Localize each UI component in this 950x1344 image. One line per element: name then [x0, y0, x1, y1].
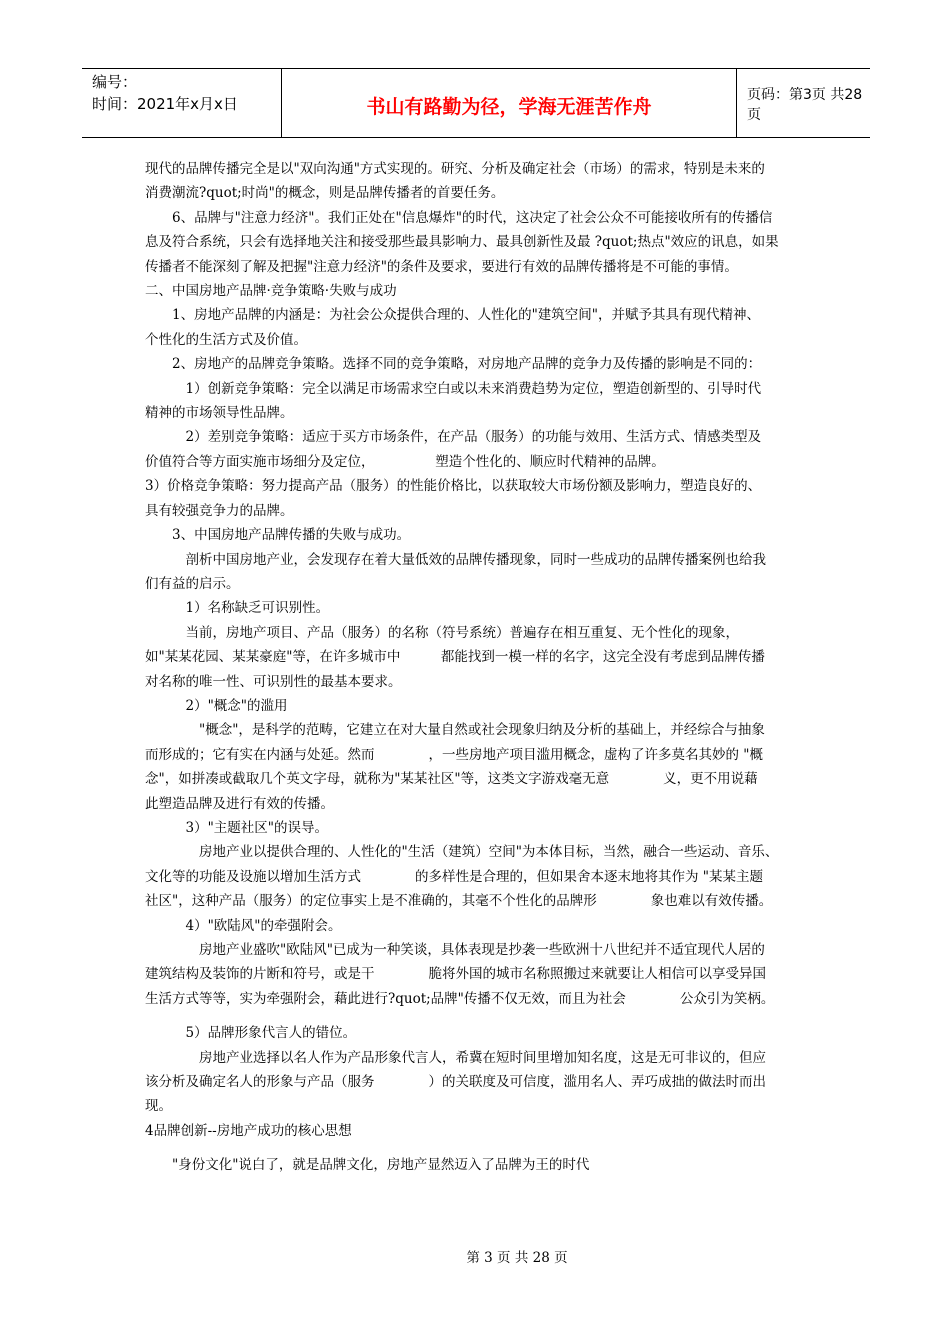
body-line: 房地产业盛吹"欧陆风"已成为一种笑谈，具体表现是抄袭一些欧洲十八世纪并不适宜现代人居的 [145, 942, 765, 958]
body-line: 2、房地产的品牌竞争策略。选择不同的竞争策略，对房地产品牌的竞争力及传播的影响是不同的： [145, 356, 762, 373]
body-line: "概念"，是科学的范畴，它建立在对大量自然或社会现象归纳及分析的基础上，并经综合与抽象 [145, 722, 765, 739]
body-line: 个性化的生活方式及价值。 [145, 331, 307, 348]
body-line: "身份文化"说白了，就是品牌文化，房地产显然迈入了品牌为王的时代 [145, 1157, 590, 1174]
body-line: 1）创新竞争策略：完全以满足市场需求空白或以未来消费趋势为定位，塑造创新型的、引导时代 [145, 380, 762, 397]
header-page-info: 页码：第3页 共28页 [747, 87, 863, 123]
body-line: 消费潮流?quot;时尚"的概念，则是品牌传播者的首要任务。 [145, 185, 505, 202]
body-line: 们有益的启示。 [145, 575, 240, 592]
body-line: 2）差别竞争策略：适应于买方市场条件，在产品（服务）的功能与效用、生活方式、情感类型及 [145, 429, 762, 446]
page-header [82, 68, 870, 138]
number-label: 编号： [92, 73, 138, 91]
time-label: 时间：2021年x月x日 [92, 95, 238, 113]
body-line: 房地产业选择以名人作为产品形象代言人，希冀在短时间里增加知名度，这是无可非议的，但应 [145, 1049, 766, 1066]
body-line: 精神的市场领导性品牌。 [145, 405, 294, 422]
body-line: 社区"，这种产品（服务）的定位事实上是不准确的，其毫不个性化的品牌形 象也难以有效传播。 [145, 893, 773, 910]
body-line: 文化等的功能及设施以增加生活方式 的多样性是合理的，但如果舍本逐末地将其作为 "某某主题 [145, 868, 763, 885]
header-meta [82, 69, 282, 137]
page-footer: 第 3 页 共 28 页 [466, 1250, 568, 1266]
body-line: 如"某某花园、某某豪庭"等，在许多城市中 都能找到一模一样的名字，这完全没有考虑到品牌传播 [145, 649, 765, 666]
body-line: 5）品牌形象代言人的错位。 [145, 1025, 357, 1042]
body-line: 4品牌创新--房地产成功的核心思想 [145, 1122, 352, 1139]
document-body [145, 157, 817, 1178]
body-line: 此塑造品牌及进行有效的传播。 [145, 795, 334, 812]
body-line: 6、品牌与"注意力经济"。我们正处在"信息爆炸"的时代，这决定了社会公众不可能接收所有的传播信 [145, 209, 773, 226]
body-line: 具有较强竞争力的品牌。 [145, 502, 294, 519]
body-line: 对名称的唯一性、可识别性的最基本要求。 [145, 673, 402, 690]
body-line: 传播者不能深刻了解及把握"注意力经济"的条件及要求，要进行有效的品牌传播将是不可能的事情。 [145, 258, 738, 275]
body-line: 剖析中国房地产业，会发现存在着大量低效的品牌传播现象，同时一些成功的品牌传播案例也给我 [145, 551, 766, 568]
body-line: 4）"欧陆风"的牵强附会。 [145, 917, 342, 934]
body-line: 当前，房地产项目、产品（服务）的名称（符号系统）普遍存在相互重复、无个性化的现象， [145, 624, 739, 641]
body-line: 3）价格竞争策略：努力提高产品（服务）的性能价格比，以获取较大市场份额及影响力，塑造良好的、 [145, 478, 762, 495]
body-line: 生活方式等等，实为牵强附会，藉此进行?quot;品牌"传播不仅无效，而且为社会 公众引为笑柄。 [145, 990, 775, 1007]
body-line: 房地产业以提供合理的、人性化的"生活（建筑）空间"为本体目标，当然，融合一些运动、音乐、 [145, 844, 779, 861]
body-line: 2）"概念"的滥用 [145, 697, 288, 714]
body-line: 3、中国房地产品牌传播的失败与成功。 [145, 527, 411, 544]
body-line: 现。 [145, 1098, 172, 1115]
body-line: 3）"主题社区"的误导。 [145, 819, 329, 836]
body-line: 价值符合等方面实施市场细分及定位， 塑造个性化的、顺应时代精神的品牌。 [145, 453, 665, 470]
body-line [145, 1143, 817, 1153]
body-line [145, 1011, 817, 1021]
body-line: 1）名称缺乏可识别性。 [145, 600, 330, 617]
body-line: 而形成的；它有实在内涵与处延。然而 ，一些房地产项目滥用概念，虚构了许多莫名其妙的 "概 [145, 746, 763, 763]
body-line: 建筑结构及装饰的片断和符号，或是干 脆将外国的城市名称照搬过来就要让人相信可以享受异国 [145, 966, 766, 983]
header-motto: 书山有路勤为径，学海无涯苦作舟 [282, 69, 737, 137]
body-line: 现代的品牌传播完全是以"双向沟通"方式实现的。研究、分析及确定社会（市场）的需求，特别是未来的 [145, 161, 765, 177]
body-line: 念"，如拼凑或截取几个英文字母，就称为"某某社区"等，这类文字游戏毫无意 义，更不用说藉 [145, 771, 758, 788]
body-line: 1、房地产品牌的内涵是：为社会公众提供合理的、人性化的"建筑空间"，并赋予其具有现代精神、 [145, 307, 761, 324]
body-line: 二、中国房地产品牌·竞争策略·失败与成功 [145, 283, 397, 300]
body-line: 该分析及确定名人的形象与产品（服务 ）的关联度及可信度，滥用名人、弄巧成拙的做法时而出 [145, 1074, 766, 1091]
body-line: 息及符合系统，只会有选择地关注和接受那些最具影响力、最具创新性及最 ?quot;热点"效应的讯息，如果 [145, 234, 779, 251]
